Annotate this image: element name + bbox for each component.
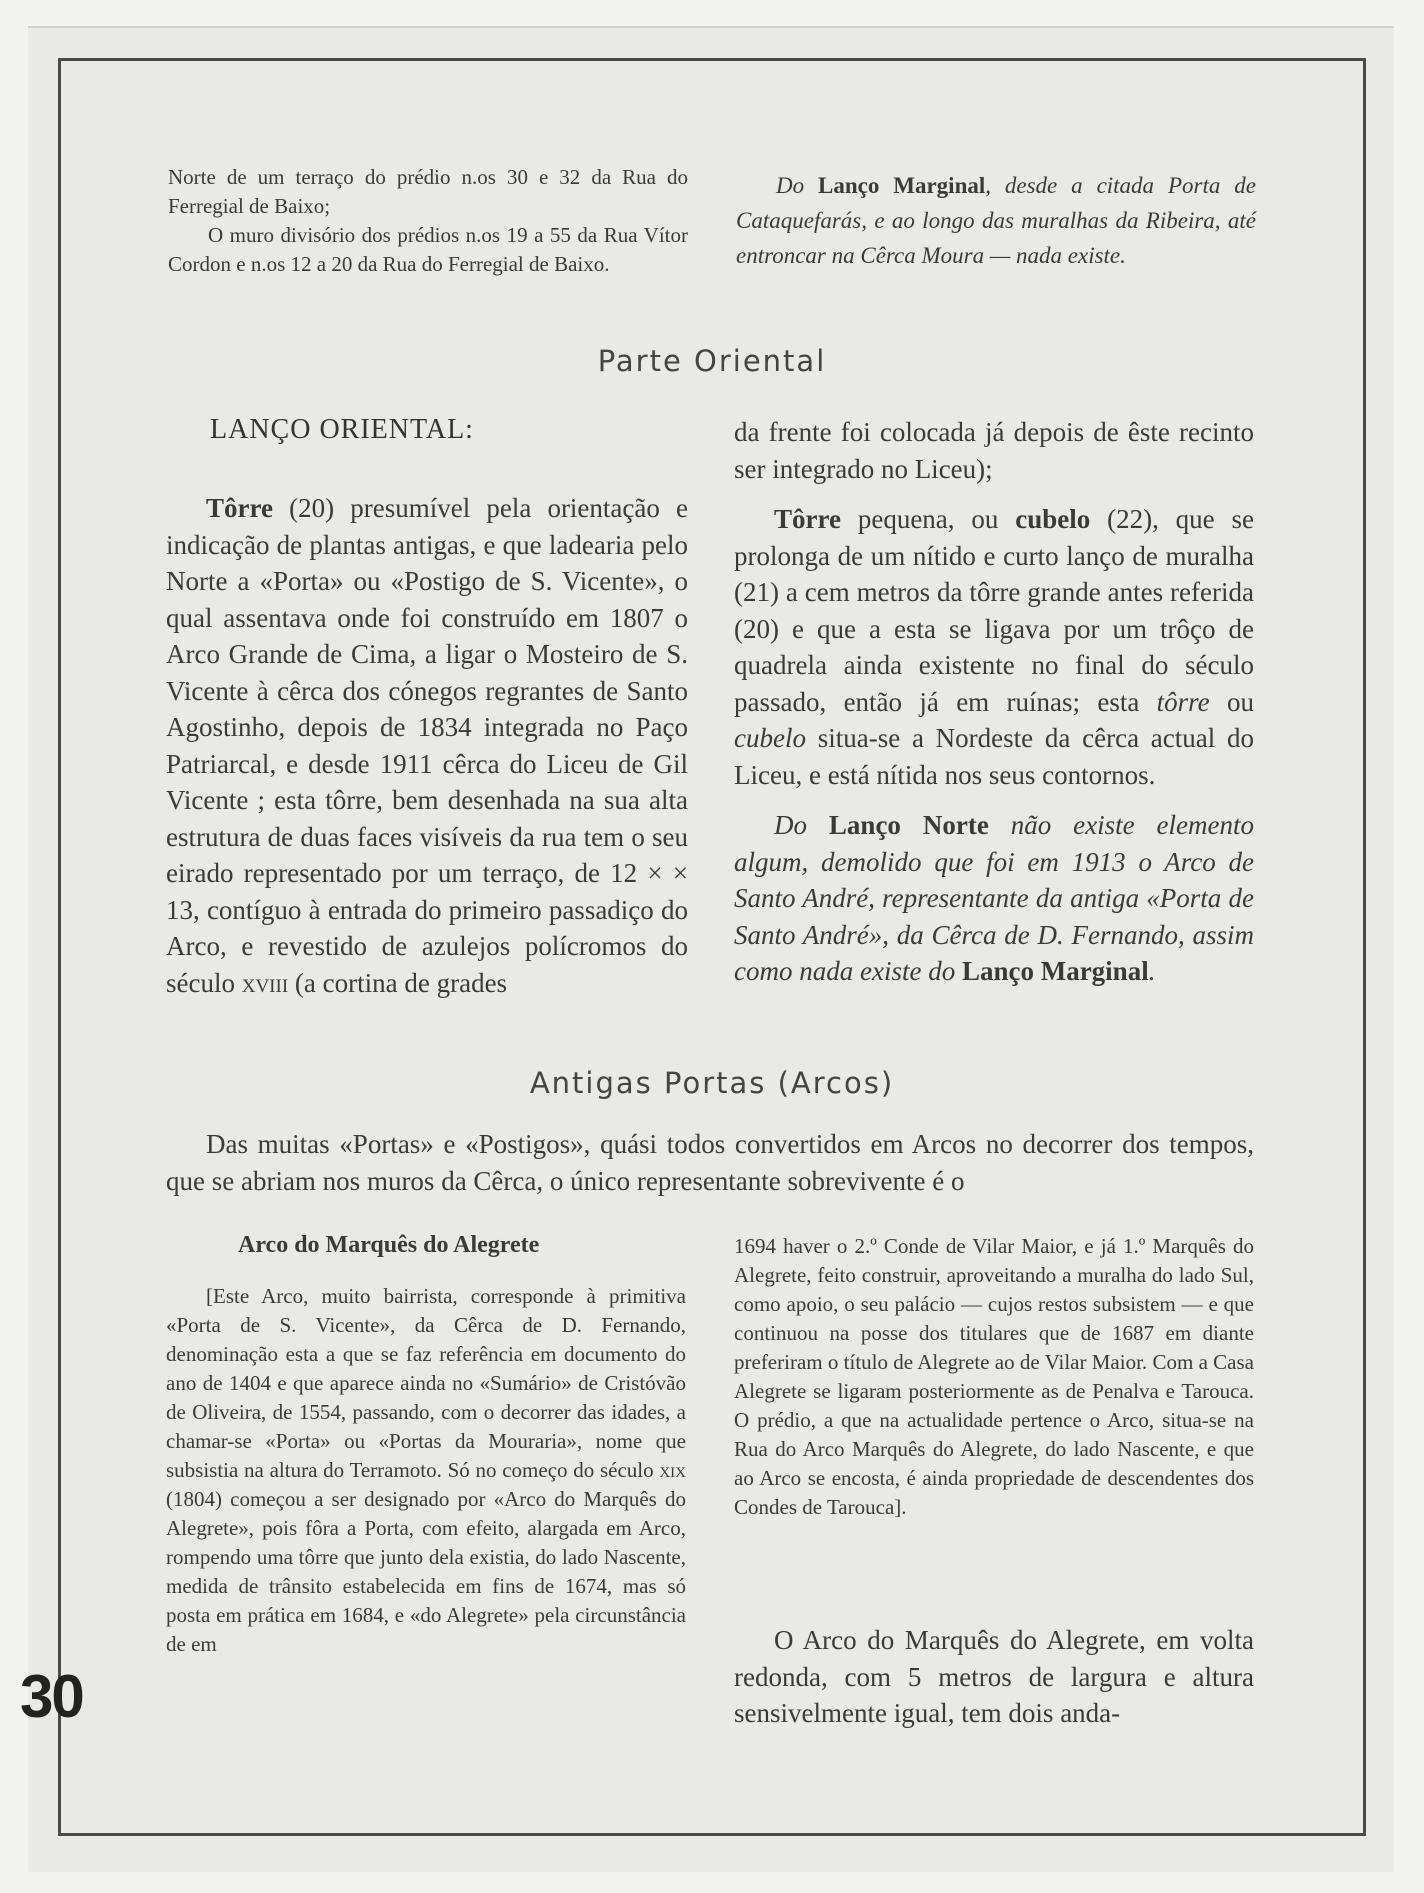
top-left-line-2: O muro divisório dos prédios n.os 19 a 55 da Rua Vítor Cordon e n.os 12 a 20 da Rua do Ferregial de Baixo. — [168, 223, 688, 276]
section-heading-parte-oriental: Parte Oriental — [597, 344, 827, 378]
right-main-column — [734, 414, 1254, 990]
torre-20-paragraph: Tôrre (20) presumível pela orientação e indicação de plantas antigas, e que ladearia pelo Norte a «Porta» ou «Postigo de S. Vicente», o qual assentava onde foi construído em 1807 o Arco Grande de Cima, a ligar o Mosteiro de S. Vicente à cêrca dos cónegos regrantes de Santo Agostinho, depois de 1834 integrada no Paço Patriarcal, e desde 1911 cêrca do Liceu de Gil Vicente ; esta tôrre, bem desenhada na sua alta estrutura de duas faces visíveis da rua tem o seu eirado representado por um terraço, de 12 × × 13, contíguo à entrada do primeiro passadiço do Arco, e revestido de azulejos polícromos do século xviii (a cortina de grades — [166, 493, 688, 998]
torre-bold: Tôrre — [206, 493, 273, 523]
page-number: 30 — [20, 1663, 83, 1730]
arco-history-paragraph: [Este Arco, muito bairrista, corresponde à primitiva «Porta de S. Vicente», da Cêrca de D. Fernando, denominação esta a que se faz referência em documento do ano de 1404 e que aparece ainda no «Sumário» de Cristóvão de Oliveira, de 1554, passando, com o decorrer das idades, a chamar-se «Porta» ou «Portas da Mouraria», nome que subsistia na altura do Terramoto. Só no começo do século xix (1804) começou a ser designado por «Arco do Marquês do Alegrete», pois fôra a Porta, com efeito, alargada em Arco, rompendo uma tôrre que junto dela existia, do lado Nascente, medida de trânsito estabelecida em fins de 1674, mas só posta em prática em 1684, e «do Alegrete» pela circunstância de em — [166, 1284, 686, 1656]
top-left-column — [168, 163, 688, 279]
portas-intro-paragraph: Das muitas «Portas» e «Postigos», quási todos convertidos em Arcos no decorrer dos tempos, que se abriam nos muros da Cêrca, o único representante sobrevivente é o — [166, 1129, 1254, 1196]
top-left-line-1: Norte de um terraço do prédio n.os 30 e 32 da Rua do Ferregial de Baixo; — [168, 165, 688, 218]
top-right-column — [736, 168, 1256, 273]
right-para-2: Tôrre pequena, ou cubelo (22), que se prolonga de um nítido e curto lanço de muralha (21) a cem metros da tôrre grande antes referida (20) e que a esta se ligava por um trôço de quadrela ainda existente no final do século passado, então já em ruínas; esta tôrre ou cubelo situa-se a Nordeste da cêrca actual do Liceu, e está nítida nos seus contornos. — [734, 504, 1255, 790]
arco-marques-alegrete-title: Arco do Marquês do Alegrete — [238, 1232, 540, 1258]
arco-description-column — [734, 1622, 1254, 1732]
lanco-oriental-title: LANÇO ORIENTAL: — [210, 414, 474, 445]
lanco-marginal-bold: Lanço Marginal — [818, 173, 986, 198]
right-para-1: da frente foi colocada já depois de êste recinto ser integrado no Liceu); — [734, 417, 1254, 484]
lanco-marginal-paragraph: Do Lanço Marginal, desde a citada Porta de Cataquefarás, e ao longo das muralhas da Ribeira, até entroncar na Cêrca Moura — nada existe. — [736, 173, 1256, 268]
right-para-3: Do Lanço Norte não existe elemento algum, demolido que foi em 1913 o Arco de Santo André, representante da antiga «Porta de Santo André», da Cêrca de D. Fernando, assim como nada existe do Lanço Marginal. — [734, 810, 1254, 986]
arco-description-paragraph: O Arco do Marquês do Alegrete, em volta redonda, com 5 metros de largura e altura sensivelmente igual, tem dois anda- — [734, 1625, 1254, 1728]
section-heading-antigas-portas: Antigas Portas (Arcos) — [529, 1066, 895, 1100]
arco-right-column — [734, 1232, 1254, 1522]
century-xviii: xviii — [241, 967, 289, 998]
arco-left-column — [166, 1282, 686, 1659]
century-xix: xix — [659, 1458, 686, 1482]
left-main-column — [166, 490, 688, 1001]
arco-history-continued: 1694 haver o 2.º Conde de Vilar Maior, e já 1.º Marquês do Alegrete, feito construir, aproveitando a muralha do lado Sul, como apoio, o seu palácio — cujos restos subsistem — e que continuou na posse dos titulares que de 1687 em diante preferiram o título de Alegrete ao de Vilar Maior. Com a Casa Alegrete se ligaram posteriormente as de Penalva e Tarouca. O prédio, a que na actualidade pertence o Arco, situa-se na Rua do Arco Marquês do Alegrete, do lado Nascente, e que ao Arco se encosta, é ainda propriedade de descendentes dos Condes de Tarouca]. — [734, 1234, 1254, 1519]
